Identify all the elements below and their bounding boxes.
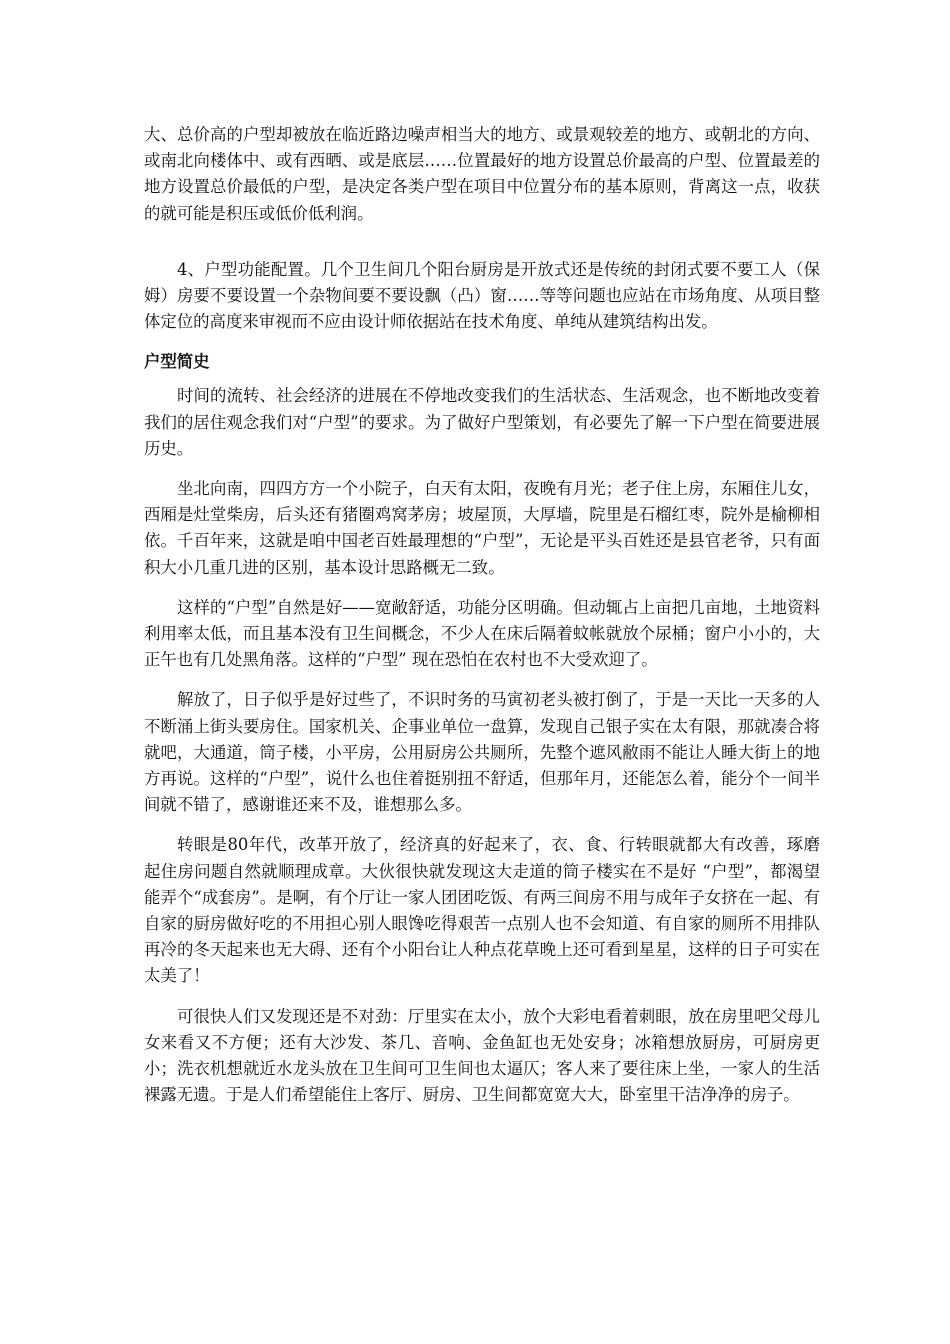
body-paragraph: 解放了，日子似乎是好过些了，不识时务的马寅初老头被打倒了，于是一天比一天多的人不断涌上街头要房住。国家机关、企事业单位一盘算，发现自己银子实在太有限，那就凑合将就吧，大通道，筒子楼，小平房，公用厨房公共厕所，先整个遮风敝雨不能让人睡大街上的地方再说。这样的“户型”，说什么也住着挺别扭不舒适，但那年月，还能怎么着，能分个一间半间就不错了，感谢谁还来不及，谁想那么多。 [144, 690, 820, 815]
point-4-paragraph: 4、户型功能配置。几个卫生间几个阳台厨房是开放式还是传统的封闭式要不要工人（保姆）房要不要设置一个杂物间要不要设飘（凸）窗……等等问题也应站在市场角度、从项目整体定位的高度来审视而不应由设计师依据站在技术角度、单纯从建筑结构出发。 [144, 259, 820, 332]
body-paragraph: 可很快人们又发现还是不对劲：厅里实在太小，放个大彩电看着刺眼，放在房里吧父母儿女来看又不方便；还有大沙发、茶几、音响、金鱼缸也无处安身；冰箱想放厨房，可厨房更小；洗衣机想就近水龙头放在卫生间可卫生间也太逼仄；客人来了要往床上坐，一家人的生活裸露无遗。于是人们希望能住上客厅、厨房、卫生间都宽宽大大，卧室里干洁净净的房子。 [144, 1006, 820, 1105]
section-heading: 户型简史 [144, 352, 210, 372]
body-paragraph: 转眼是80年代，改革开放了，经济真的好起来了，衣、食、行转眼就都大有改善，琢磨起住房问题自然就顺理成章。大伙很快就发现这大走道的筒子楼实在不是好 “户型”，都渴望能弄个“成套房”。是啊，有个厅让一家人团团吃饭、有两三间房不用与成年子女挤在一起、有自家的厨房做好吃的不用担心别人眼馋吃得艰苦一点别人也不会知道、有自家的厕所不用排队再冷的冬天起来也无大碍、还有个小阳台让人种点花草晚上还可看到星星，这样的日子可实在太美了！ [144, 835, 820, 986]
body-paragraph: 这样的“户型”自然是好——宽敞舒适，功能分区明确。但动辄占上亩把几亩地，土地资料利用率太低，而且基本没有卫生间概念，不少人在床后隔着蚊帐就放个尿桶；窗户小小的，大正午也有几处黑角落。这样的“户型” 现在恐怕在农村也不大受欢迎了。 [144, 597, 820, 670]
body-paragraph: 坐北向南，四四方方一个小院子，白天有太阳，夜晚有月光；老子住上房，东厢住儿女，西厢是灶堂柴房，后头还有猪圈鸡窝茅房；坡屋顶，大厚墙，院里是石榴红枣，院外是榆柳相依。千百年来，这就是咱中国老百姓最理想的“户型”，无论是平头百姓还是县官老爷，只有面积大小几重几进的区别，基本设计思路概无二致。 [144, 479, 820, 577]
document-body [144, 122, 820, 1123]
intro-paragraph: 大、总价高的户型却被放在临近路边噪声相当大的地方、或景观较差的地方、或朝北的方向、或南北向楼体中、或有西晒、或是底层……位置最好的地方设置总价最高的户型、位置最差的地方设置总价最低的户型，是决定各类户型在项目中位置分布的基本原则，背离这一点，收获的就可能是积压或低价低利润。 [144, 125, 820, 223]
body-paragraph: 时间的流转、社会经济的进展在不停地改变我们的生活状态、生活观念，也不断地改变着我们的居住观念我们对“户型”的要求。为了做好户型策划，有必要先了解一下户型在简要进展历史。 [144, 386, 820, 458]
